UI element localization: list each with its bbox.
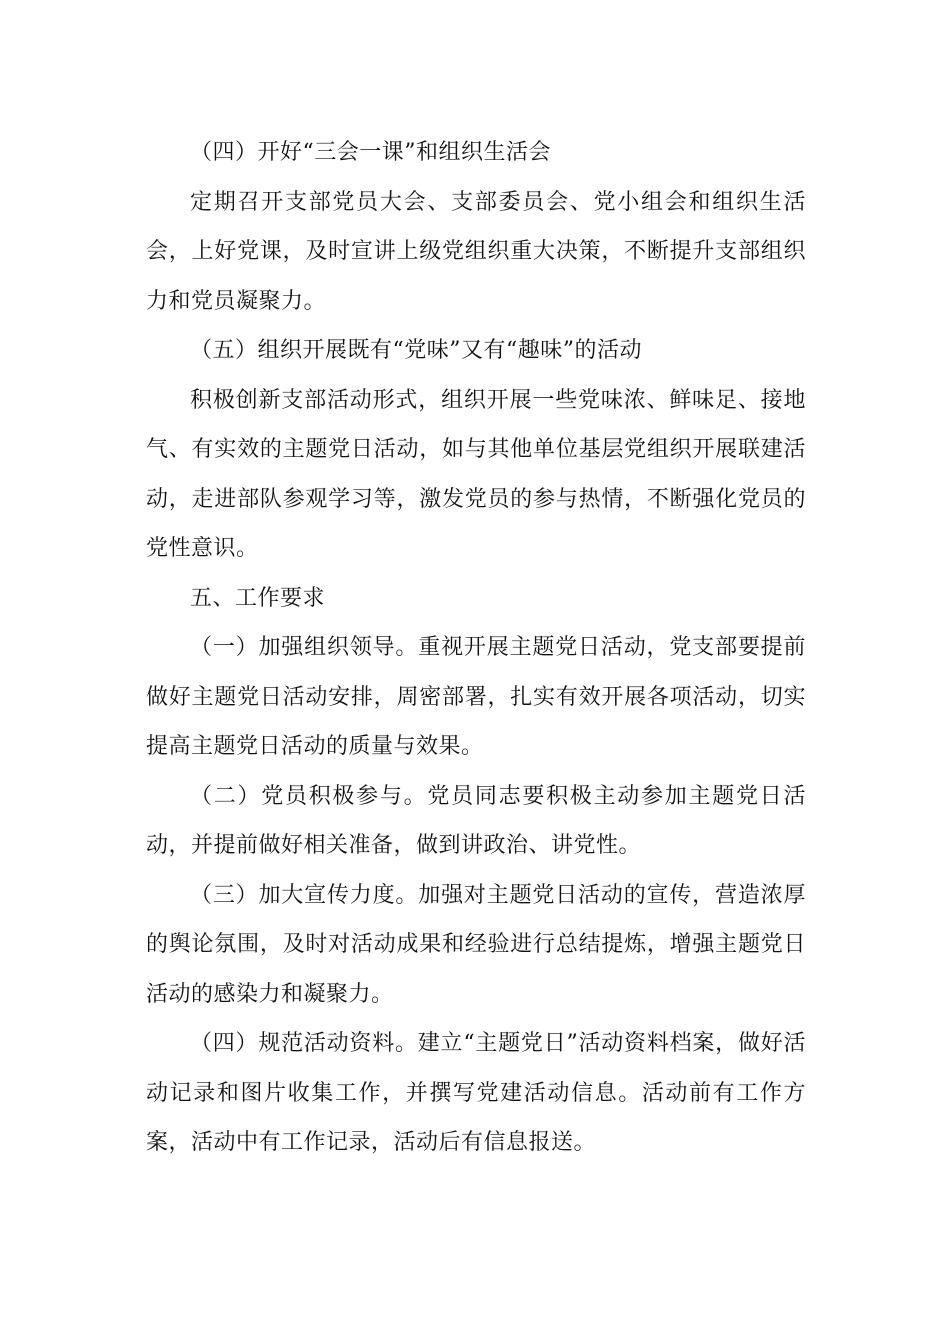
paragraph-meetings-detail: 定期召开支部党员大会、支部委员会、党小组会和组织生活会，上好党课，及时宣讲上级党组织重大决策，不断提升支部组织力和党员凝聚力。 (146, 189, 806, 314)
requirement-two-participation: （二）党员积极参与。党员同志要积极主动参加主题党日活动，并提前做好相关准备，做到讲政治、讲党性。 (146, 783, 806, 858)
section-heading-work-requirements: 五、工作要求 (190, 585, 326, 611)
requirement-three-publicity: （三）加大宣传力度。加强对主题党日活动的宣传，营造浓厚的舆论氛围，及时对活动成果和经验进行总结提炼，增强主题党日活动的感染力和凝聚力。 (146, 882, 806, 1007)
requirement-four-records: （四）规范活动资料。建立“主题党日”活动资料档案，做好活动记录和图片收集工作，并撰写党建活动信息。活动前有工作方案，活动中有工作记录，活动后有信息报送。 (146, 1031, 806, 1155)
heading-four-three-meetings: （四）开好“三会一课”和组织生活会 (190, 140, 551, 165)
heading-five-activities: （五）组织开展既有“党味”又有“趣味”的活动 (190, 338, 642, 363)
document-body (146, 128, 806, 1168)
paragraph-activities-detail: 积极创新支部活动形式，组织开展一些党味浓、鲜味足、接地气、有实效的主题党日活动，如与其他单位基层党组织开展联建活动，走进部队参观学习等，激发党员的参与热情，不断强化党员的党性意识。 (146, 387, 806, 561)
requirement-one-leadership: （一）加强组织领导。重视开展主题党日活动，党支部要提前做好主题党日活动安排，周密部署，扎实有效开展各项活动，切实提高主题党日活动的质量与效果。 (146, 635, 806, 759)
